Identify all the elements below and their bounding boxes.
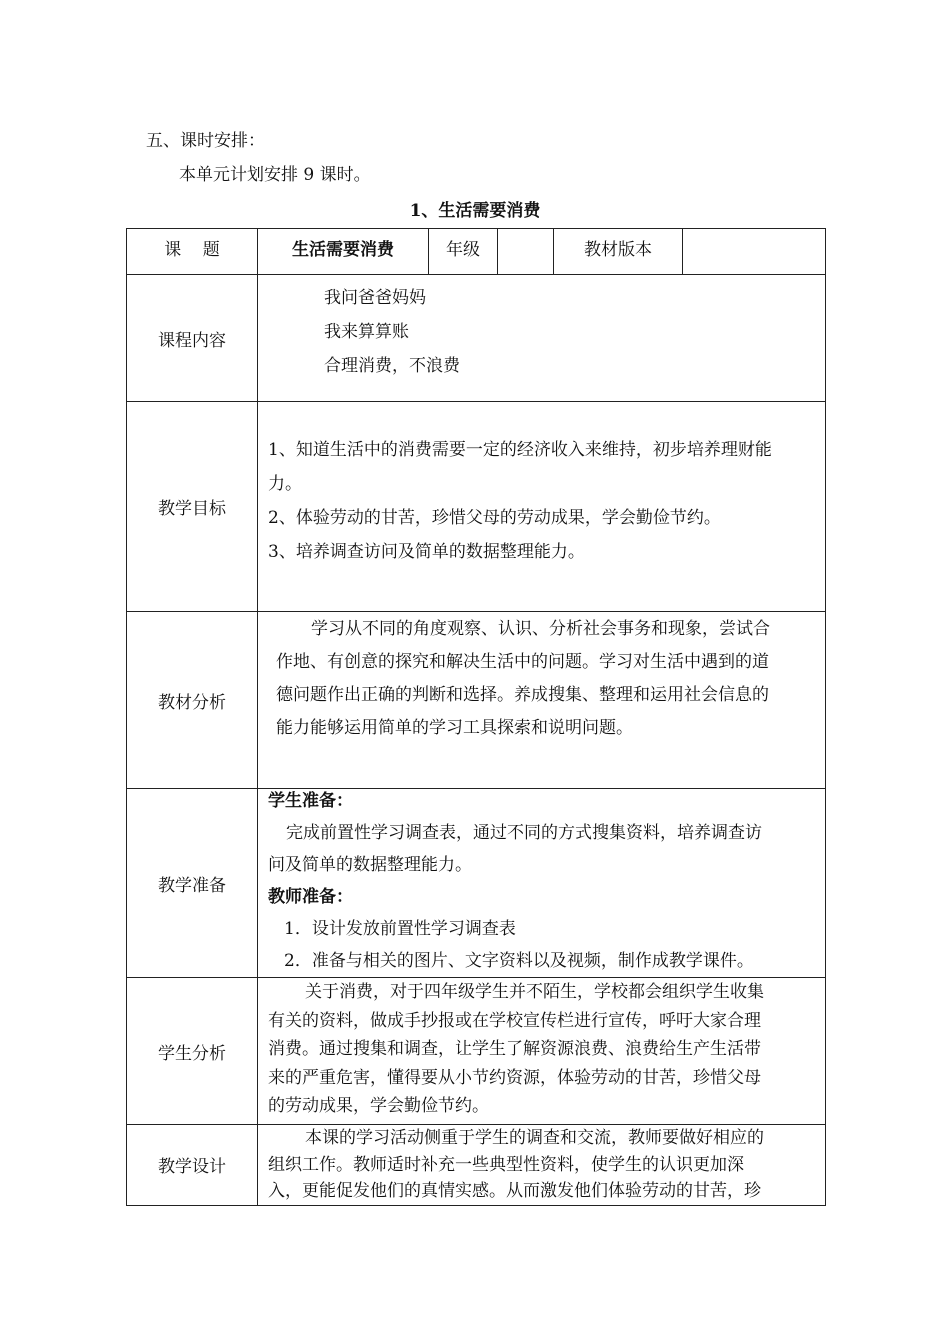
analysis-line: 学习从不同的角度观察、认识、分析社会事务和现象，尝试合 (311, 619, 770, 639)
edition-value-cell (683, 229, 826, 275)
design-label: 教学设计 (127, 1125, 258, 1206)
grade-value-cell (498, 229, 554, 275)
teacher-prep-item: 2．准备与相关的图片、文字资料以及视频，制作成教学课件。 (284, 951, 754, 971)
students-cell (258, 978, 826, 1125)
teacher-prep-item: 1．设计发放前置性学习调查表 (284, 919, 516, 939)
content-cell (258, 275, 826, 402)
topic-label: 课 题 (164, 240, 220, 260)
schedule-text: 本单元计划安排 9 课时。 (179, 165, 371, 185)
design-cell (258, 1125, 826, 1206)
lesson-title: 1、生活需要消费 (409, 201, 541, 221)
section-heading: 五、课时安排： (146, 131, 265, 151)
grade-value (498, 229, 553, 235)
topic-label-cell (127, 229, 258, 275)
edition-value (683, 229, 825, 235)
students-line: 来的严重危害，懂得要从小节约资源，体验劳动的甘苦，珍惜父母 (268, 1067, 761, 1088)
content-item: 我问爸爸妈妈 (324, 288, 426, 308)
objective-item-cont: 力。 (268, 474, 302, 494)
edition-label: 教材版本 (584, 240, 652, 260)
grade-label: 年级 (446, 240, 480, 260)
design-line: 入，更能促发他们的真情实感。从而激发他们体验劳动的甘苦，珍 (268, 1181, 761, 1201)
objectives-cell (258, 402, 826, 612)
student-prep-line: 完成前置性学习调查表，通过不同的方式搜集资料，培养调查访 (286, 823, 762, 843)
analysis-cell (258, 612, 826, 789)
students-line: 关于消费，对于四年级学生并不陌生，学校都会组织学生收集 (305, 982, 764, 1002)
content-item: 我来算算账 (324, 322, 409, 342)
objective-item: 3、培养调查访问及简单的数据整理能力。 (268, 542, 585, 562)
grade-label-cell (429, 229, 498, 275)
design-row (127, 1125, 826, 1206)
topic-value-cell (258, 229, 429, 275)
content-label: 课程内容 (127, 275, 258, 402)
students-line: 有关的资料，做成手抄报或在学校宣传栏进行宣传，呼吁大家合理 (268, 1010, 761, 1031)
analysis-line: 作地、有创意的探究和解决生活中的问题。学习对生活中遇到的道 (276, 652, 769, 672)
preparation-cell (258, 789, 826, 978)
edition-label-cell (554, 229, 683, 275)
objective-item: 1、知道生活中的消费需要一定的经济收入来维持，初步培养理财能 (268, 440, 772, 460)
objective-item: 2、体验劳动的甘苦，珍惜父母的劳动成果，学会勤俭节约。 (268, 508, 721, 528)
preparation-label: 教学准备 (127, 789, 258, 978)
objectives-label: 教学目标 (127, 402, 258, 612)
analysis-line: 能力能够运用简单的学习工具探索和说明问题。 (276, 718, 633, 738)
students-line: 的劳动成果，学会勤俭节约。 (268, 1096, 489, 1116)
students-row (127, 978, 826, 1125)
content-row (127, 275, 826, 402)
teacher-prep-heading: 教师准备： (268, 887, 353, 907)
students-line: 消费。通过搜集和调查，让学生了解资源浪费、浪费给生产生活带 (268, 1039, 761, 1059)
student-prep-line: 问及简单的数据整理能力。 (268, 855, 472, 875)
analysis-line: 德问题作出正确的判断和选择。养成搜集、整理和运用社会信息的 (276, 685, 769, 705)
design-line: 本课的学习活动侧重于学生的调查和交流，教师要做好相应的 (305, 1128, 764, 1148)
objectives-row (127, 402, 826, 612)
student-prep-heading: 学生准备： (268, 791, 353, 811)
header-row (127, 229, 826, 275)
analysis-label: 教材分析 (127, 612, 258, 789)
analysis-row (127, 612, 826, 789)
preparation-row (127, 789, 826, 978)
students-label: 学生分析 (127, 978, 258, 1125)
topic-value: 生活需要消费 (292, 240, 394, 260)
lesson-plan-table (126, 228, 826, 1206)
design-line: 组织工作。教师适时补充一些典型性资料，使学生的认识更加深 (268, 1154, 744, 1175)
content-item: 合理消费，不浪费 (324, 356, 460, 376)
